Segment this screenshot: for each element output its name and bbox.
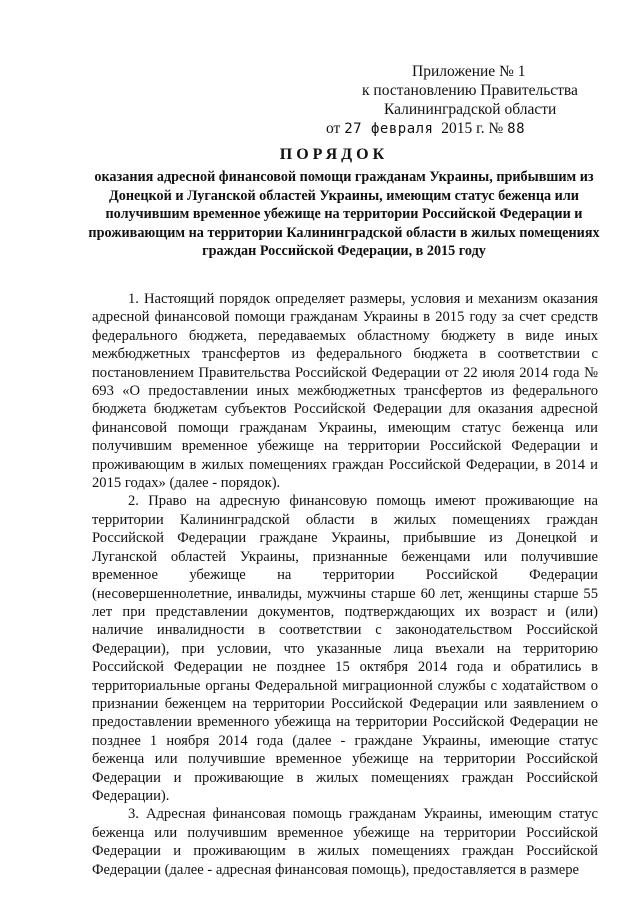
paragraph-3: 3. Адресная финансовая помощь гражданам Украины, имеющим статус беженца или получившим временное убежище на территории Российской Федерации и проживающим в жилых помещениях граждан Российской Федерации (далее - адресная финансовая помощь), предоставляется в размере [92,806,598,878]
document-subtitle: оказания адресной финансовой помощи гражданам Украины, прибывшим из Донецкой и Луганской областей Украины, имеющим статус беженца или получившим временное убежище на территории Российской Федерации и проживающим на территории Калининградской области в жилых помещениях граждан Российской Федерации, в 2015 году [88,169,600,260]
appendix-header [300,62,600,139]
date-prefix: от [326,120,341,137]
paragraph-1: 1. Настоящий порядок определяет размеры, условия и механизм оказания адресной финансовой помощи гражданам Украины в 2015 году за счет средств федерального бюджета, передаваемых областному бюджету в виде иных межбюджетных трансфертов из федерального бюджета в соответствии с постановлением Правительства Российской Федерации от 22 июля 2014 года № 693 «О предоставлении иных межбюджетных трансфертов из федерального бюджета бюджетам субъектов Российской Федерации для оказания адресной финансовой помощи гражданам Украины, имеющим статус беженца или получившим временное убежище на территории Российской Федерации и проживающим в жилых помещениях граждан Российской Федерации, в 2014 и 2015 годах» (далее - порядок). [92,291,598,492]
document-title: ПОРЯДОК [279,146,389,163]
date-handwritten: 27 февраля [344,121,434,137]
document-body [92,290,598,879]
appendix-region: Калининградской области [384,101,557,118]
number-handwritten: 88 [507,121,526,137]
year-number-label: 2015 г. № [441,120,504,137]
appendix-date-line [300,119,600,139]
paragraph-2: 2. Право на адресную финансовую помощь имеют проживающие на территории Калининградской области в жилых помещениях граждан Российской Федерации граждане Украины, прибывшие из Донецкой и Луганской областей Украины, признанные беженцами или получившие временное убежище на территории Российской Федерации (несовершеннолетние, инвалиды, мужчины старше 60 лет, женщины старше 55 лет при представлении документов, подтверждающих их возраст и (или) наличие инвалидности в соответствии с законодательством Российской Федерации), при условии, что указанные лица въехали на территорию Российской Федерации не позднее 15 октября 2014 года и обратились в территориальные органы Федеральной миграционной службы с ходатайством о признании беженцем на территории Российской Федерации или заявлением о предоставлении временного убежища на территории Российской Федерации не позднее 1 ноября 2014 года (далее - граждане Украины, имеющие статус беженца или получившие временное убежище на территории Российской Федерации и проживающие в жилых помещениях граждан Российской Федерации). [92,493,598,804]
appendix-number: Приложение № 1 [412,63,526,80]
appendix-reference: к постановлению Правительства [362,82,578,99]
